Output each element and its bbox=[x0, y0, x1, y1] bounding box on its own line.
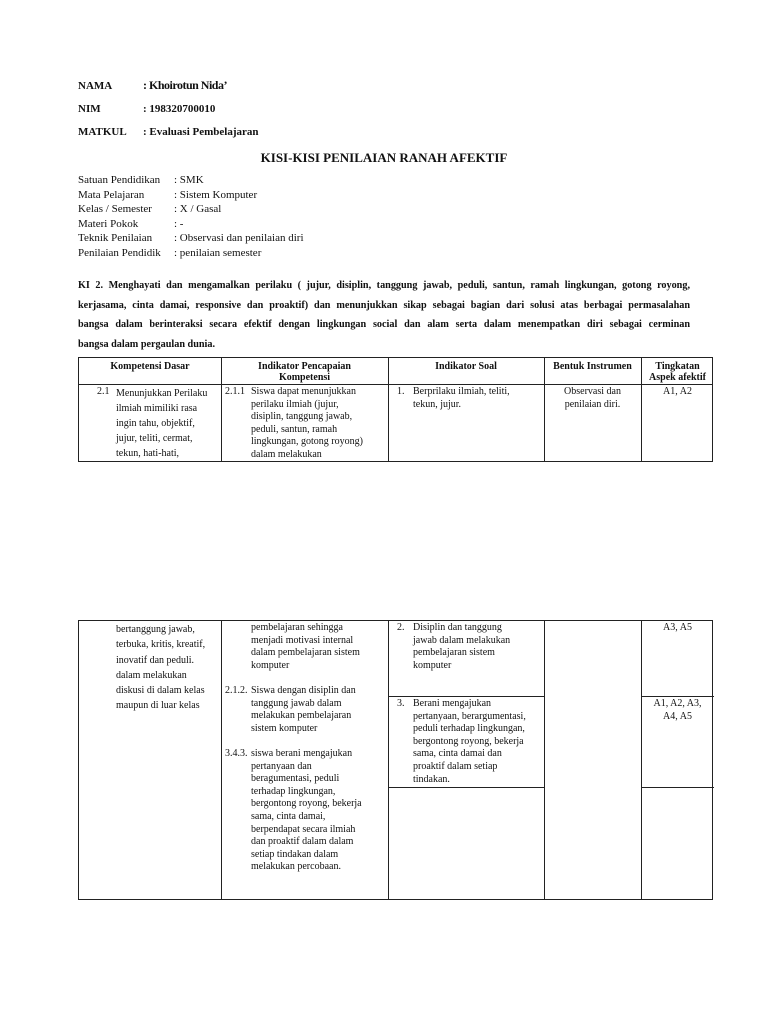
tingkatan-value: A3, A5 bbox=[663, 622, 692, 633]
meta-row bbox=[78, 203, 478, 218]
soal-line: komputer bbox=[413, 659, 452, 671]
matkul-value: : Evaluasi Pembelajaran bbox=[143, 126, 259, 138]
tingkatan-line: A4, A5 bbox=[663, 710, 692, 722]
bentuk-line: Observasi dan bbox=[564, 386, 621, 397]
nama-value: : Khoirotun Nida’ bbox=[143, 78, 227, 92]
meta-row bbox=[78, 232, 478, 247]
meta-label: Kelas / Semester bbox=[78, 203, 152, 216]
meta-label: Materi Pokok bbox=[78, 217, 139, 230]
ipk-line: peduli, santun, ramah bbox=[251, 423, 338, 435]
meta-row bbox=[78, 218, 478, 233]
soal-line: tekun, jujur. bbox=[413, 398, 462, 410]
soal-line: Berani mengajukan bbox=[413, 698, 492, 709]
kisi-table-continued bbox=[78, 620, 713, 900]
row-divider bbox=[388, 787, 544, 788]
soal-line: Berprilaku ilmiah, teliti, bbox=[413, 386, 510, 397]
col-divider bbox=[641, 621, 642, 899]
meta-label: Teknik Penilaian bbox=[78, 232, 153, 245]
ipk-line: sama, cinta damai, bbox=[251, 810, 326, 822]
ipk-line: sistem komputer bbox=[251, 722, 318, 734]
tingkatan-value bbox=[641, 698, 714, 723]
ipk-line: dalam melakukan bbox=[251, 448, 322, 460]
meta-label: Satuan Pendidikan bbox=[78, 174, 161, 186]
ipk-line: disiplin, tanggung jawab, bbox=[251, 411, 353, 423]
kd-line: bertanggung jawab, bbox=[116, 624, 195, 635]
tingkatan-value: A1, A2 bbox=[663, 386, 692, 397]
header-tingkatan-line: Tingkatan bbox=[655, 361, 700, 372]
kd-text bbox=[116, 386, 220, 461]
page-title: KISI-KISI PENILAIAN RANAH AFEKTIF bbox=[260, 150, 508, 165]
ipk-line: komputer bbox=[251, 659, 290, 671]
ipk-number: 3.4.3. bbox=[225, 748, 248, 759]
ipk-line: menjadi motivasi internal bbox=[251, 634, 354, 646]
ki-paragraph bbox=[78, 276, 690, 354]
kd-line: diskusi di dalam kelas bbox=[116, 685, 205, 697]
nama-label: NAMA bbox=[78, 80, 113, 92]
soal-line: jawab dalam melakukan bbox=[413, 634, 511, 646]
ipk-line: tanggung jawab dalam bbox=[251, 697, 342, 709]
meta-value: : penilaian semester bbox=[174, 246, 262, 259]
header-bentuk-instrumen: Bentuk Instrumen bbox=[553, 361, 632, 372]
matkul-label: MATKUL bbox=[78, 126, 127, 138]
ipk-line: melakukan pembelajaran bbox=[251, 710, 352, 722]
meta-value: : SMK bbox=[174, 174, 204, 186]
ipk-line: pertanyaan dan bbox=[251, 760, 312, 772]
ipk-text-continued bbox=[251, 622, 387, 672]
ipk-line: bergontong royong, bekerja bbox=[251, 798, 362, 810]
meta-value: : Sistem Komputer bbox=[174, 188, 258, 201]
soal-text bbox=[413, 622, 543, 672]
soal-number: 1. bbox=[397, 386, 405, 397]
ipk-number: 2.1.2. bbox=[225, 685, 248, 696]
meta-row bbox=[78, 247, 478, 262]
ipk-line: beragumentasi, peduli bbox=[251, 773, 340, 785]
meta-value: : Observasi dan penilaian diri bbox=[174, 232, 304, 245]
header-tingkatan-line: Aspek afektif bbox=[649, 372, 706, 383]
header-tingkatan bbox=[641, 361, 714, 383]
kd-text-continued bbox=[116, 622, 220, 714]
ipk-text bbox=[251, 685, 387, 735]
soal-line: pertanyaan, berargumentasi, bbox=[413, 710, 526, 722]
ki-line: bangsa dalam berinteraksi secara efektif dengan lingkungan social dan alam serta dalam menempatkan diri sebagai cerminan bbox=[78, 319, 690, 330]
kd-line: jujur, teliti, cermat, bbox=[116, 433, 193, 444]
kd-line: inovatif dan peduli. bbox=[116, 654, 195, 666]
ki-line: KI 2. Menghayati dan mengamalkan perilaku ( jujur, disiplin, tanggung jawab, peduli, santun, ramah lingkungan, gotong royong, bbox=[78, 280, 690, 291]
kd-line: dalam melakukan bbox=[116, 669, 187, 681]
soal-number: 3. bbox=[397, 698, 405, 709]
kd-number: 2.1 bbox=[97, 386, 110, 397]
header-kompetensi-dasar: Kompetensi Dasar bbox=[110, 361, 190, 372]
nim-label: NIM bbox=[78, 103, 101, 115]
meta-value: : - bbox=[174, 217, 184, 230]
col-divider bbox=[221, 621, 222, 899]
ipk-line: siswa berani mengajukan bbox=[251, 748, 353, 759]
ipk-line: terhadap lingkungan, bbox=[251, 785, 336, 797]
tingkatan-line: A1, A2, A3, bbox=[653, 698, 702, 709]
meta-row bbox=[78, 174, 478, 189]
ipk-text bbox=[251, 386, 387, 462]
ipk-line: dalam pembelajaran sistem bbox=[251, 647, 360, 659]
kd-line: ilmiah mimiliki rasa bbox=[116, 403, 198, 414]
row-divider bbox=[641, 787, 714, 788]
bentuk-line: penilaian diri. bbox=[564, 398, 621, 410]
soal-line: sama, cinta damai dan bbox=[413, 748, 502, 760]
ipk-line: perilaku ilmiah (jujur, bbox=[251, 398, 339, 410]
col-divider bbox=[544, 621, 545, 899]
meta-label: Penilaian Pendidik bbox=[78, 246, 161, 259]
soal-line: bergontong royong, bekerja bbox=[413, 735, 524, 747]
header-ipk-line: Indikator Pencapaian bbox=[258, 361, 351, 372]
header-divider bbox=[79, 384, 712, 385]
ipk-line: lingkungan, gotong royong) bbox=[251, 436, 363, 448]
kd-line: ingin tahu, objektif, bbox=[116, 418, 195, 429]
row-divider bbox=[641, 696, 714, 697]
header-indikator-pencapaian bbox=[221, 361, 388, 383]
soal-line: tindakan. bbox=[413, 773, 450, 785]
meta-row bbox=[78, 189, 478, 204]
ipk-line: Siswa dengan disiplin dan bbox=[251, 685, 356, 696]
ipk-line: dan proaktif dalam dalam bbox=[251, 836, 354, 848]
ipk-line: melakukan percobaan. bbox=[251, 861, 341, 873]
soal-text bbox=[413, 386, 543, 411]
soal-line: peduli terhadap lingkungan, bbox=[413, 723, 525, 735]
soal-line: pembelajaran sistem bbox=[413, 647, 495, 659]
header-indikator-soal: Indikator Soal bbox=[435, 361, 497, 372]
ipk-line: berpendapat secara ilmiah bbox=[251, 823, 356, 835]
kd-line: tekun, hati-hati, bbox=[116, 448, 180, 459]
ipk-text bbox=[251, 748, 387, 874]
header-ipk-line: Kompetensi bbox=[278, 372, 331, 383]
ki-line: kerjasama, cinta damai, responsive dan proaktif) dan menunjukkan sikap sebagai bagian dari solusi atas berbagai permasalahan bbox=[78, 299, 690, 311]
soal-text bbox=[413, 698, 543, 786]
kd-line: terbuka, kritis, kreatif, bbox=[116, 639, 206, 651]
kd-line: Menunjukkan Perilaku bbox=[116, 388, 208, 399]
ipk-line: setiap tindakan dalam bbox=[251, 848, 339, 860]
kisi-table-top bbox=[78, 357, 713, 462]
kd-line: maupun di luar kelas bbox=[116, 700, 200, 712]
soal-number: 2. bbox=[397, 622, 405, 633]
meta-value: : X / Gasal bbox=[174, 203, 222, 216]
col-divider bbox=[388, 621, 389, 899]
meta-list bbox=[78, 174, 478, 262]
ki-line: bangsa dalam pergaulan dunia. bbox=[78, 338, 216, 350]
meta-label: Mata Pelajaran bbox=[78, 188, 145, 201]
soal-line: proaktif dalam setiap bbox=[413, 760, 498, 772]
nim-value: : 198320700010 bbox=[143, 103, 216, 115]
bentuk-text bbox=[544, 386, 641, 411]
ipk-line: pembelajaran sehingga bbox=[251, 622, 343, 633]
ipk-line: Siswa dapat menunjukkan bbox=[251, 386, 356, 397]
soal-line: Disiplin dan tanggung bbox=[413, 622, 502, 633]
row-divider bbox=[388, 696, 544, 697]
ipk-number: 2.1.1 bbox=[225, 386, 245, 397]
